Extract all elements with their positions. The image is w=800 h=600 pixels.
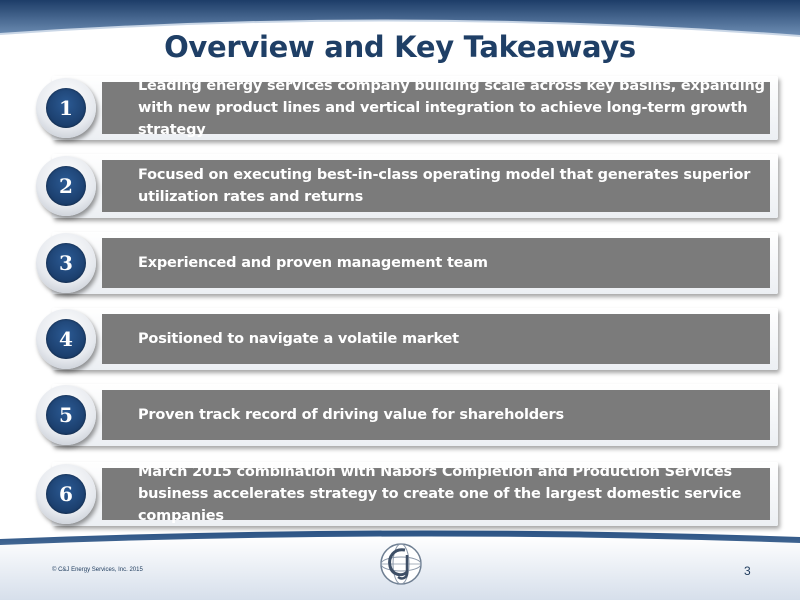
takeaway-item-6 — [30, 462, 755, 526]
number-badge — [36, 233, 96, 293]
number-badge-label: 3 — [46, 243, 86, 283]
item-bar — [102, 78, 770, 138]
number-badge — [36, 309, 96, 369]
item-text: Experienced and proven management team — [138, 255, 488, 271]
item-frame — [52, 154, 778, 218]
takeaway-item-1 — [30, 76, 765, 140]
takeaway-item-3 — [30, 232, 755, 294]
item-bar — [102, 160, 770, 212]
item-text: Focused on executing best-in-class operating model that generates superior utilization rates and returns — [138, 167, 751, 205]
item-bar — [102, 390, 770, 440]
item-frame — [52, 232, 778, 294]
number-badge-label: 5 — [46, 395, 86, 435]
item-text: Leading energy services company building scale across key basins, expanding with new product lines and vertical integration to achieve long-term growth strategy — [138, 78, 765, 138]
item-bar — [102, 314, 770, 364]
page-title: Overview and Key Takeaways — [164, 30, 636, 64]
number-badge-label: 2 — [46, 166, 86, 206]
number-badge — [36, 464, 96, 524]
number-badge-label: 6 — [46, 474, 86, 514]
takeaway-item-5 — [30, 384, 755, 446]
item-text: Proven track record of driving value for shareholders — [138, 407, 564, 423]
number-badge-label: 1 — [46, 88, 86, 128]
number-badge-label: 4 — [46, 319, 86, 359]
item-text: March 2015 combination with Nabors Completion and Production Services business accelerates strategy to create one of the largest domestic service companies — [138, 464, 742, 524]
takeaway-item-2 — [30, 154, 755, 218]
item-bar — [102, 464, 770, 524]
takeaway-item-4 — [30, 308, 755, 370]
number-badge — [36, 156, 96, 216]
item-frame — [52, 308, 778, 370]
item-bar — [102, 238, 770, 288]
item-frame — [52, 462, 778, 526]
cj-globe-logo-icon — [378, 541, 424, 587]
number-badge — [36, 385, 96, 445]
item-frame — [52, 76, 778, 140]
page-number: 3 — [744, 564, 751, 578]
item-frame — [52, 384, 778, 446]
number-badge — [36, 78, 96, 138]
item-text: Positioned to navigate a volatile market — [138, 331, 459, 347]
copyright-text: © C&J Energy Services, Inc. 2015 — [52, 567, 143, 573]
